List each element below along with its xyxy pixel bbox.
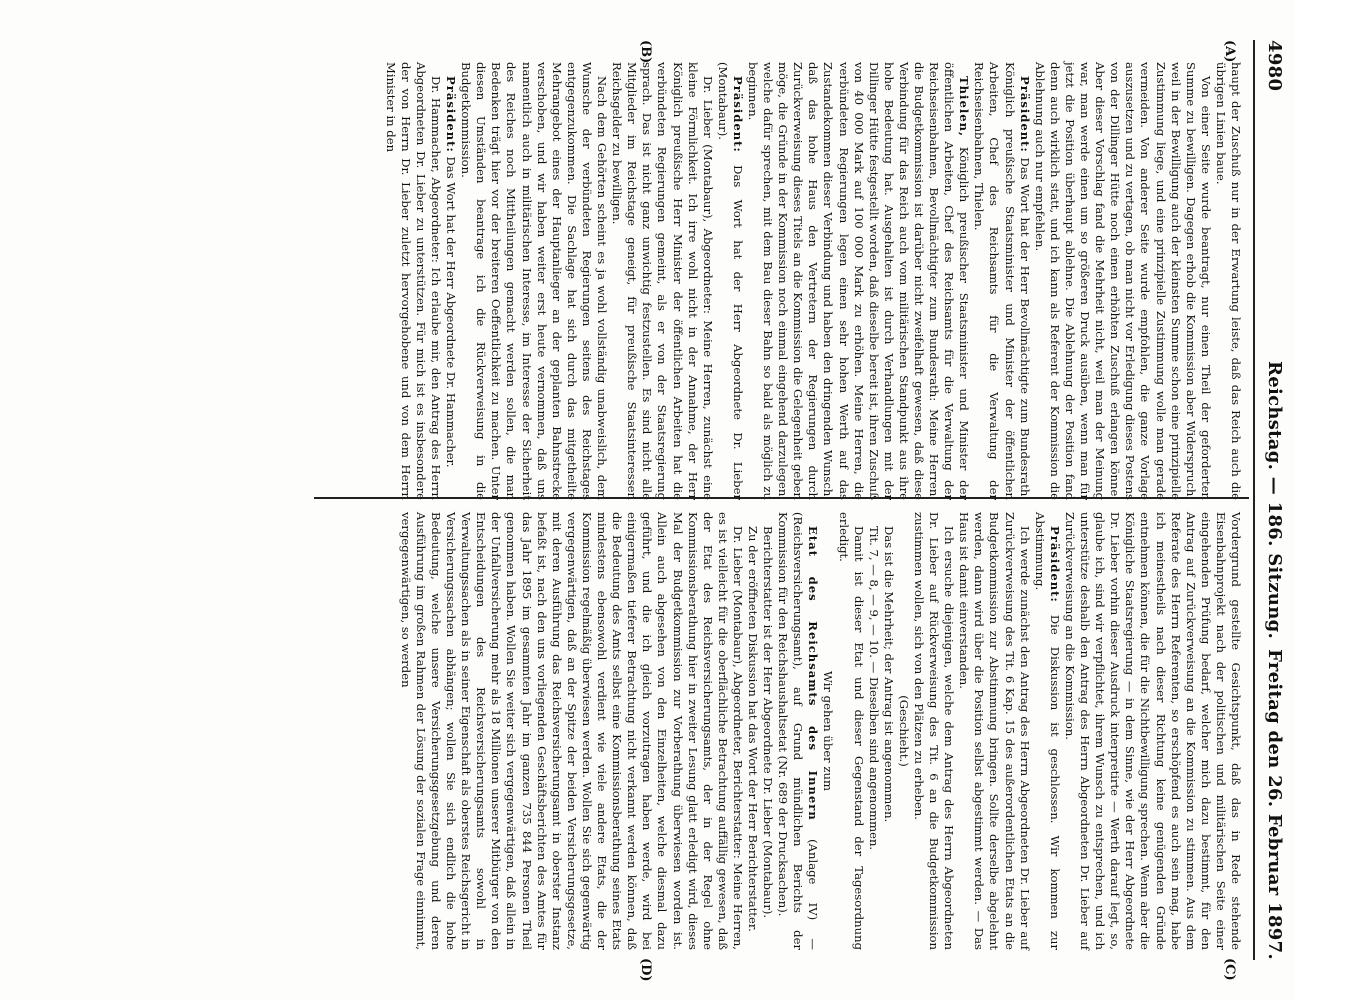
paragraph-text: Die Diskussion ist geschlossen. Wir kommen zur Abstimmung.	[1032, 512, 1062, 950]
speaker-label: Präsident:	[444, 76, 459, 153]
paragraph	[971, 62, 1031, 500]
paragraph	[1032, 512, 1062, 950]
text-column-left	[383, 62, 1243, 500]
speaker-label: Präsident:	[730, 76, 745, 153]
speaker-label: Etat des Reichsamts des Innern	[806, 526, 821, 821]
paragraph-text: (Anlage IV) — (Reichsversicherungsamt), auf Grund mündlichen Berichts der Kommission für den Reichshaushaltsetat (Nr. 689 der Drucksachen).	[776, 512, 821, 950]
speaker-label: Präsident:	[1047, 526, 1062, 603]
paragraph	[443, 62, 458, 500]
paragraph: Ich ersuche diejenigen, welche dem Antrag des Herrn Abgeordneten Dr. Lieber auf Rückverweisung des Tit. 6 an die Budgetkommission zustimmen wollen, sich von den Plätzen zu erheben.	[912, 512, 957, 950]
session-date: Freitag den 26. Februar 1897.	[1264, 649, 1285, 960]
speaker-label: Thielen,	[957, 76, 972, 138]
paragraph: Zu der eröffneten Diskussion hat das Wort der Herr Berichterstatter.	[746, 526, 760, 932]
paragraph: Das ist die Mehrheit; der Antrag ist angenommen.	[881, 526, 896, 823]
header-rule	[1253, 40, 1255, 960]
margin-mark-d: (D)	[638, 958, 653, 982]
paragraph: Dr. Lieber (Montabaur), Abgeordneter, Berichterstatter: Meine Herren, es ist vielleicht für die oberflächliche Betrachtung auffällig gewesen, daß der Etat des Reichsversicherungsamts, der in der Regel ohne Kommissionsberathung hier in zweiter Lesung glatt erledigt wird, dieses Mal der Budgetkommission zur Vorberathung überwiesen worden ist. Allein auch abgesehen von den Einzelheiten, welche diesmal dazu geführt, und die ich gleich vorzutragen haben werde, wird bei einigermaßen tieferer Betrachtung nicht verkannt werden können, daß die Bedeutung des Amts selbst eine Kommissionsberathung seines Etats mindestens ebensowohl verdient wie viele andere Etats, die der Kommission regelmäßig überwiesen werden. Wollen Sie sich gegenwärtig vergegenwärtigen, daß an der Spitze der beiden Versicherungsgesetze, mit deren Ausführung das Reichsversicherungsamt in oberster Instanz befaßt ist, nach den uns vorliegenden Geschäftsberichten des Amtes für das Jahr 1895 im gesammten Jahr im ganzen 735 844 Personen Theil genommen haben. Wollen Sie weiter sich vergegenwärtigen, daß allein in der Unfallversicherung mehr als 18 Millionen unserer Mitbürger von den Entscheidungen des Reichsversicherungsamts sowohl in Verwaltungssachen als in seiner Eigenschaft als oberstes Reichsgericht in Versicherungssachen abhängen; wollen Sie sich endlich die hohe Bedeutung, welche unsere Versicherungsgesetzgebung und deren Ausführung im großen Rahmen der Lösung der sozialen Frage einnimmt, vergegenwärtigen, so werden	[398, 512, 745, 950]
paragraph: Vordergrund gestellte Gesichtspunkt, daß das in Rede stehende Eisenbahnprojekt nach der politischen und militärischen Seite einer eingehenden Prüfung bedarf, welcher mich dazu bestimmt, für den Antrag auf Zurückverweisung an die Kommission zu stimmen. Aus dem Referate des Herrn Referenten, so erschöpfend es auch sein mag, habe ich meinestheils nach dieser Richtung keine genügenden Gründe entnehmen können, die für die Nichtbewilligung sprechen. Wenn aber die Königliche Staatsregierung — in dem Sinne, wie der Herr Abgeordnete Dr. Lieber vorhin dieser Ausdruck interpretirte — Werth darauf legt, so, glaube ich, sind wir verpflichtet, ihrem Wunsch zu entsprechen, und ich unterstütze deshalb den Antrag des Herrn Abgeordneten Dr. Lieber auf Zurückverweisung an die Kommission.	[1062, 512, 1243, 950]
paragraph: Von einer Seite wurde beantragt, nur einen Theil der geforderten Summe zu bewilligen. Dagegen erhob die Kommission aber Widerspruch, weil in der Bewilligung auch der kleinsten Summe schon eine prinzipielle Zustimmung liege, und eine prinzipielle Zustimmung wolle man gerade vermeiden. Von anderer Seite wurde empfohlen, die ganze Vorlage auszusetzen und zu vertagen, ob man nicht vor Erledigung dieses Postens von der Dillinger Hütte noch einen erhöhten Zuschuß erlangen könne. Aber dieser Vorschlag fand die Mehrheit nicht, weil man der Meinung war, man werde einen um so größeren Druck ausüben, wenn man für jetzt die Position überhaupt ablehne. Die Ablehnung der Position fand denn auch wirklich statt, und ich kann als Referent der Kommission die Ablehnung auch nur empfehlen.	[1032, 62, 1213, 500]
paragraph: (Geschieht.)	[896, 695, 911, 767]
paragraph: Dr. Hammacher, Abgeordneter: Ich erlaube mir, den Antrag des Herrn Abgeordneten Dr. Lieber zu unterstützen. Für mich ist es insbesondere der von Herrn Dr. Lieber zuletzt hervorgehobene und von dem Herrn Minister in den	[383, 62, 444, 500]
paragraph: Dr. Lieber (Montabaur), Abgeordneter: Meine Herren, zunächst eine kleine Förmlichkeit. Ich irre wohl nicht in der Annahme, der Herr Königlich preußische Herr Minister der öffentlichen Arbeiten hat die verbündeten Regierungen gemeint, als er von der Staatsregierung sprach. Das ist nicht ganz unwichtig festzustellen. Es sind nicht alle Mitglieder im Reichstage geneigt, für preußische Staatsinteressen Reichsgelder zu bewilligen.	[610, 62, 715, 500]
margin-mark-a: (A)	[1222, 40, 1237, 63]
paragraph	[745, 62, 971, 500]
paragraph: Nach dem Gehörten scheint es ja wohl vollständig unabweislich, dem Wunsche der verbündeten Regierungen seitens des Reichstages entgegenzukommen. Die Sachlage hat sich durch das mitgetheilte Mehrangebot eines der Hauptanlieger an der geplanten Bahnstrecke verschoben, und wir haben weiter erst heute vernommen, daß uns namentlich auch in militärischen Interesse, im Interesse der Sicherheit des Reiches noch Mittheilungen gemacht werden sollen, die man Bedenken trägt hier vor der breiteren Oeffentlichkeit zu machen. Unter diesen Umständen beantrage ich die Rückverweisung in die Budgetkommission.	[459, 62, 610, 500]
margin-mark-b: (B)	[638, 40, 653, 64]
paragraph	[775, 512, 820, 950]
paragraph-text: Das Wort hat der Herr Bevollmächtigte zum Bundesrath, Königlich preußische Staatsminister und Minister der öffentlichen Arbeiten, Chef des Reichsamts für die Verwaltung der Reichseisenbahnen, Thielen.	[972, 62, 1032, 500]
paragraph: Tit. 7, — 8, — 9, — 10. — Dieselben sind angenommen.	[866, 526, 881, 851]
column-divider	[314, 497, 1249, 499]
paragraph-text: Das Wort hat der Herr Abgeordnete Dr. Hammacher.	[444, 152, 459, 468]
speaker-label: Präsident:	[1017, 76, 1032, 153]
paragraph-text: Königlich preußischer Staatsminister und Minister der öffentlichen Arbeiten, Chef des Reichsamts für die Verwaltung der Reichseisenbahnen, Bevollmächtigter zum Bundesrath: Meine Herren, die Budgetkommission ist darüber nicht zweifelhaft gewesen, daß diese Verbindung für das Reich auch vom militärischen Standpunkt aus ihre hohe Bedeutung hat. Ausgehalten ist durch Verhandlungen mit der Dillinger Hütte festgestellt worden, daß dieselbe bereit ist, ihren Zuschuß von 40 000 Mark auf 100 000 Mark zu erhöhen. Meine Herren, die verbündeten Regierungen legen einen sehr hohen Werth auf das Zustandekommen dieser Verbindung und haben den dringenden Wunsch, daß das hohe Haus den Vertretern der Regierungen durch Zurückverweisung dieses Titels an die Kommission die Gelegenheit geben möge, die Gründe in der Kommission noch einmal eingehend darzulegen, welche dafür sprechen, mit dem Bau dieser Bahn so bald als möglich zu beginnen.	[746, 62, 972, 500]
paragraph: Ich werde zunächst den Antrag des Herrn Abgeordneten Dr. Lieber auf Zurückverweisung des Tit. 6 Kap. 15 des außerordentlichen Etats an die Budgetkommission zur Abstimmung bringen. Sollte derselbe abgelehnt werden, dann wird über die Position selbst abgestimmt werden. — Das Haus ist damit einverstanden.	[957, 512, 1032, 950]
paragraph: haupt der Zuschuß nur in der Erwartung leiste, daß das Reich auch die übrigen Linien baue.	[1213, 62, 1243, 500]
margin-mark-c: (C)	[1222, 958, 1237, 981]
paragraph: Damit ist dieser Etat und dieser Gegenstand der Tagesordnung erledigt.	[836, 512, 866, 950]
paragraph-text: Das Wort hat der Herr Abgeordnete Dr. Lieber (Montabaur).	[715, 62, 745, 500]
page-header	[1259, 40, 1287, 960]
page-title: Reichstag. — 186. Sitzung.	[1264, 360, 1285, 640]
paragraph	[715, 62, 745, 500]
paragraph: Wir gehen über zum	[821, 671, 836, 791]
paragraph: Berichterstatter ist der Herr Abgeordnete Dr. Lieber (Montabaur).	[761, 526, 776, 919]
page-number: 4980	[1264, 40, 1285, 92]
text-column-right	[398, 512, 1243, 950]
